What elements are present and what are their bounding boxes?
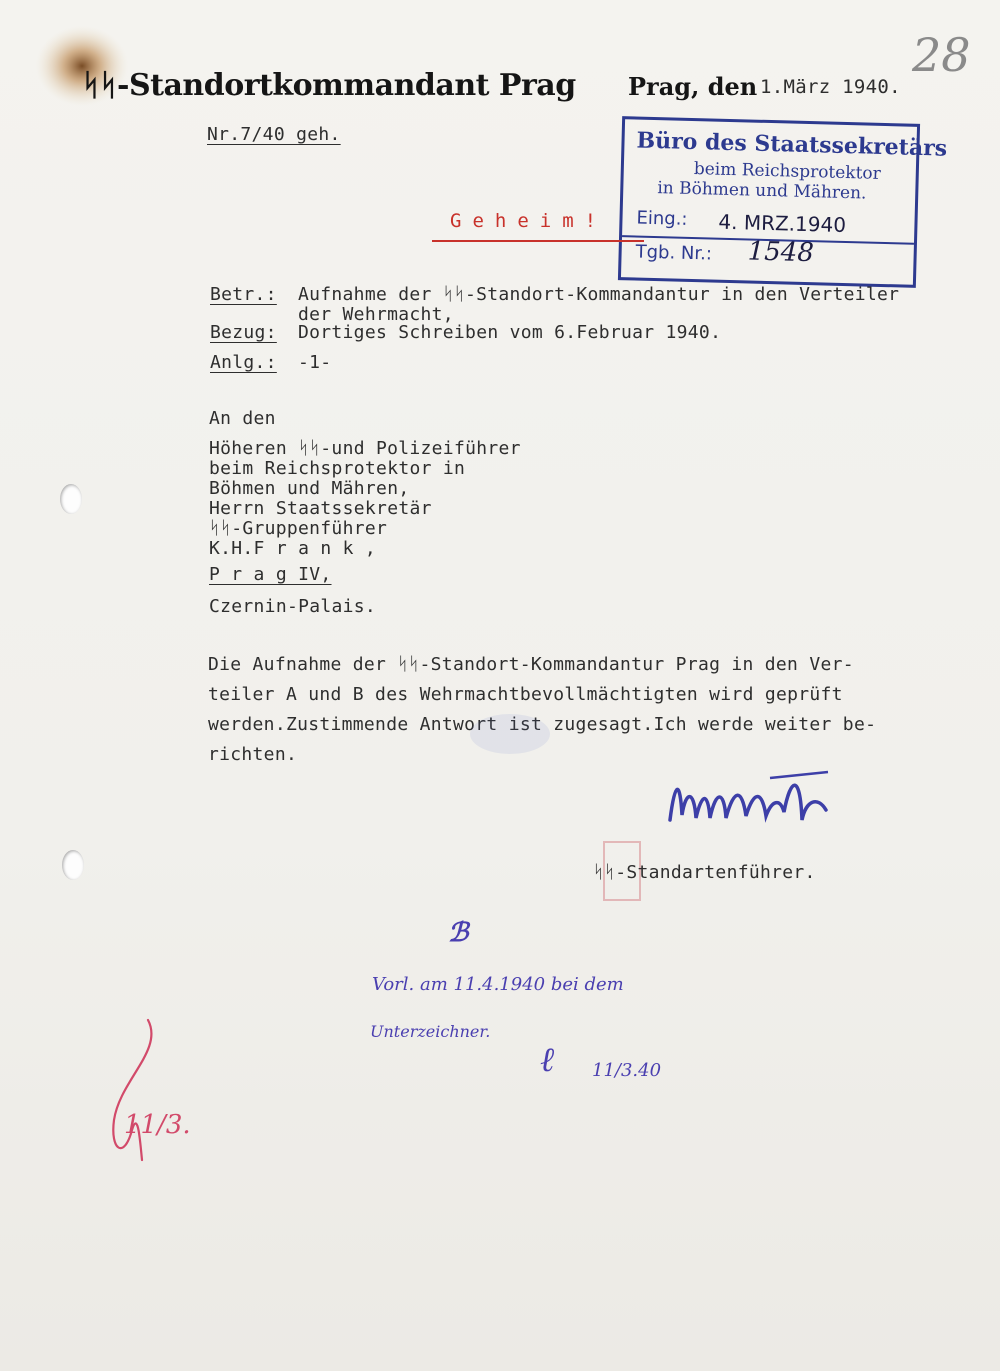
- body-line-2: teiler A und B des Wehrmachtbevollmächtigten wird geprüft: [208, 684, 843, 705]
- page-number: 28: [912, 28, 971, 82]
- address-line-6: ᛋᛋ-Gruppenführer: [209, 518, 388, 539]
- address-line-5: Herrn Staatssekretär: [209, 498, 432, 519]
- classification-mark: Geheim!: [450, 210, 608, 232]
- betr-text-continued: der Wehrmacht,: [298, 304, 454, 325]
- place-label: Prag, den: [628, 72, 758, 101]
- receipt-stamp: [618, 116, 948, 288]
- stamp-tgb-number: 1548: [747, 236, 815, 269]
- red-pencil-mark: [80, 1010, 200, 1180]
- address-line-3: beim Reichsprotektor in: [209, 458, 466, 479]
- letterhead: ᛋᛋ-Standortkommandant Prag: [82, 68, 576, 103]
- address-line-2: Höheren ᛋᛋ-und Polizeiführer: [209, 438, 521, 459]
- body-line-4: richten.: [208, 744, 298, 765]
- address-building: Czernin-Palais.: [209, 596, 377, 617]
- reference-number: Nr.7/40 geh.: [207, 124, 341, 145]
- address-line-1: An den: [209, 408, 276, 429]
- bezug-text: Dortiges Schreiben vom 6.Februar 1940.: [298, 322, 722, 343]
- handwritten-note-1: Vorl. am 11.4.1940 bei dem: [372, 974, 624, 995]
- anlg-label: Anlg.:: [210, 352, 277, 373]
- red-pencil-date: 11/3.: [124, 1110, 191, 1140]
- signature-title: ᛋᛋ-Standartenführer.: [593, 862, 816, 883]
- bezug-label: Bezug:: [210, 322, 277, 343]
- classification-underline: [432, 240, 644, 242]
- handwritten-note-2: Unterzeichner.: [370, 1022, 491, 1041]
- stamp-eing-label: Eing.:: [636, 207, 688, 230]
- stamp-line-3: in Böhmen und Mähren.: [657, 178, 867, 204]
- stamp-tgb-label: Tgb. Nr.:: [635, 241, 713, 265]
- anlg-text: -1-: [298, 352, 332, 373]
- handwritten-initial-2: ℓ: [540, 1040, 555, 1080]
- handwritten-initial: ℬ: [448, 918, 469, 948]
- signature-scribble: [650, 760, 840, 850]
- punch-hole-bottom: [62, 850, 84, 880]
- address-line-7: K.H.F r a n k ,: [209, 538, 377, 559]
- stamp-line-1: Büro des Staatssekretärs: [636, 127, 948, 162]
- address-line-4: Böhmen und Mähren,: [209, 478, 410, 499]
- betr-text: Aufnahme der ᛋᛋ-Standort-Kommandantur in den Verteiler: [298, 284, 900, 305]
- handwritten-date: 11/3.40: [592, 1060, 662, 1081]
- faint-stamp-mark: [470, 714, 550, 754]
- stamp-eing-date: 4. MRZ.1940: [718, 209, 847, 238]
- body-line-1: Die Aufnahme der ᛋᛋ-Standort-Kommandantur Prag in den Ver-: [208, 654, 854, 675]
- betr-label: Betr.:: [210, 284, 277, 305]
- body-line-3: werden.Zustimmende Antwort ist zugesagt.Ich werde weiter be-: [208, 714, 877, 735]
- stamp-line-2: beim Reichsprotektor: [693, 159, 882, 184]
- address-city: P r a g IV,: [209, 564, 332, 585]
- date: 1.März 1940.: [760, 76, 901, 98]
- punch-hole-top: [60, 484, 82, 514]
